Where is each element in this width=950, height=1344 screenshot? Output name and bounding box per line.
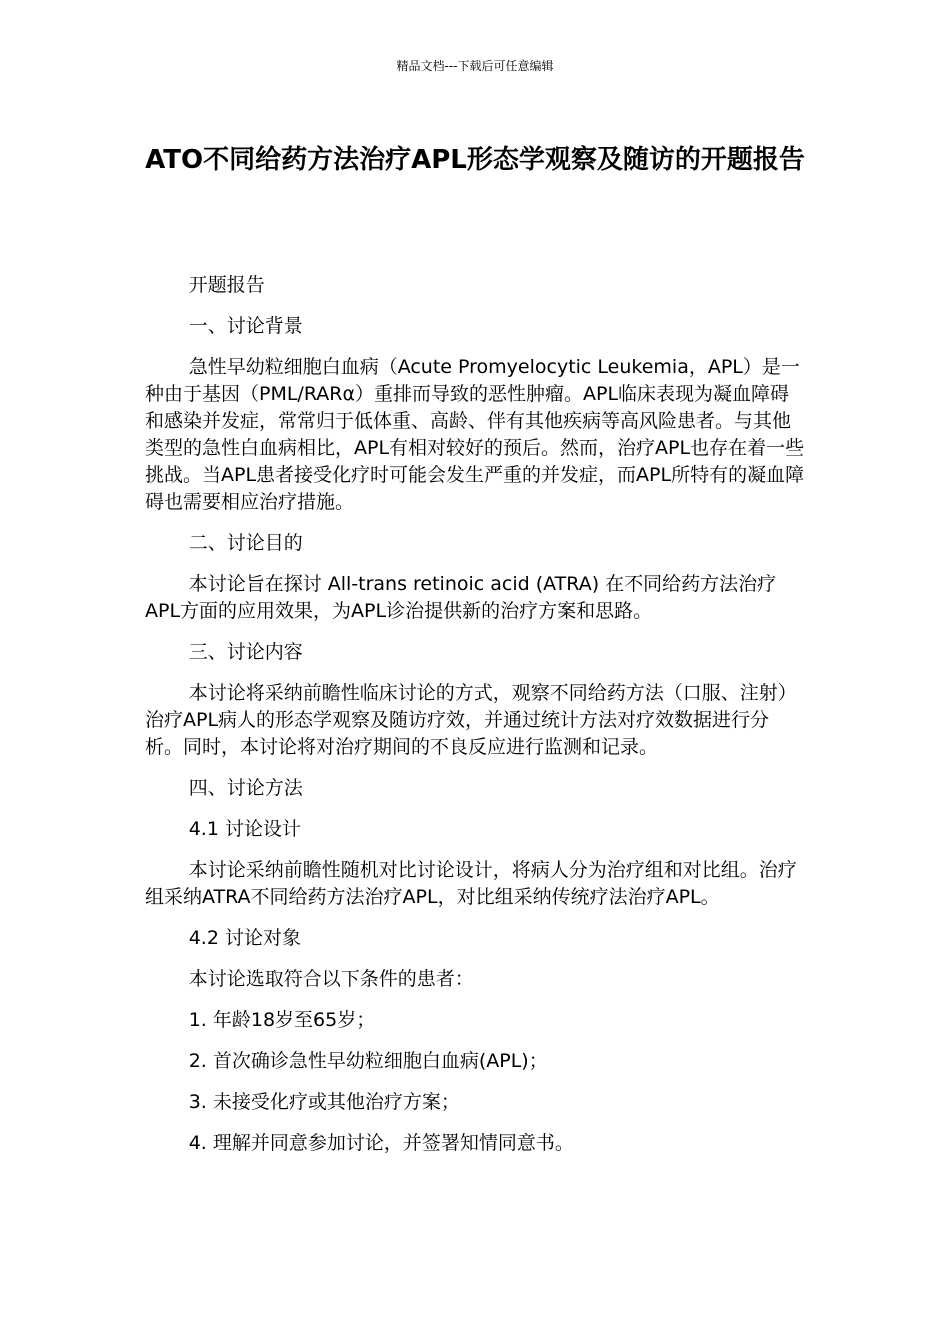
criteria-item: 3. 未接受化疗或其他治疗方案；	[188, 1091, 460, 1113]
criteria-item: 1. 年龄18岁至65岁；	[188, 1009, 376, 1031]
section-heading-background: 一、讨论背景	[188, 315, 303, 337]
subsection-heading-design: 4.1 讨论设计	[188, 818, 301, 840]
section-heading-content: 三、讨论内容	[188, 641, 303, 663]
section-heading-purpose: 二、讨论目的	[188, 532, 303, 554]
criteria-item: 4. 理解并同意参加讨论，并签署知情同意书。	[188, 1132, 574, 1154]
subsection-heading-subjects: 4.2 讨论对象	[188, 927, 301, 949]
design-paragraph: 本讨论采纳前瞻性随机对比讨论设计，将病人分为治疗组和对比组。治疗组采纳ATRA不同给药方法治疗APL，对比组采纳传统疗法治疗APL。	[145, 859, 797, 908]
subjects-intro: 本讨论选取符合以下条件的患者：	[188, 968, 474, 990]
background-paragraph: 急性早幼粒细胞白血病（Acute Promyelocytic Leukemia，APL）是一种由于基因（PML/RARα）重排而导致的恶性肿瘤。APL临床表现为凝血障碍和感染并发症，常常归于低体重、高龄、伴有其他疾病等高风险患者。与其他类型的急性白血病相比，APL有相对较好的预后。然而，治疗APL也存在着一些挑战。当APL患者接受化疗时可能会发生严重的并发症，而APL所特有的凝血障碍也需要相应治疗措施。	[145, 356, 805, 513]
purpose-paragraph: 本讨论旨在探讨 All-trans retinoic acid (ATRA) 在不同给药方法治疗APL方面的应用效果，为APL诊治提供新的治疗方案和思路。	[145, 573, 777, 622]
criteria-item: 2. 首次确诊急性早幼粒细胞白血病(APL)；	[188, 1050, 548, 1072]
section-heading-method: 四、讨论方法	[188, 777, 303, 799]
report-label: 开题报告	[188, 274, 265, 296]
page-header-note: 精品文档---下载后可任意编辑	[396, 59, 554, 73]
document-title: ATO不同给药方法治疗APL形态学观察及随访的开题报告	[145, 145, 805, 175]
content-paragraph: 本讨论将采纳前瞻性临床讨论的方式，观察不同给药方法（口服、注射）治疗APL病人的形态学观察及随访疗效，并通过统计方法对疗效数据进行分析。同时，本讨论将对治疗期间的不良反应进行监测和记录。	[145, 682, 797, 758]
document-body	[145, 272, 805, 1171]
